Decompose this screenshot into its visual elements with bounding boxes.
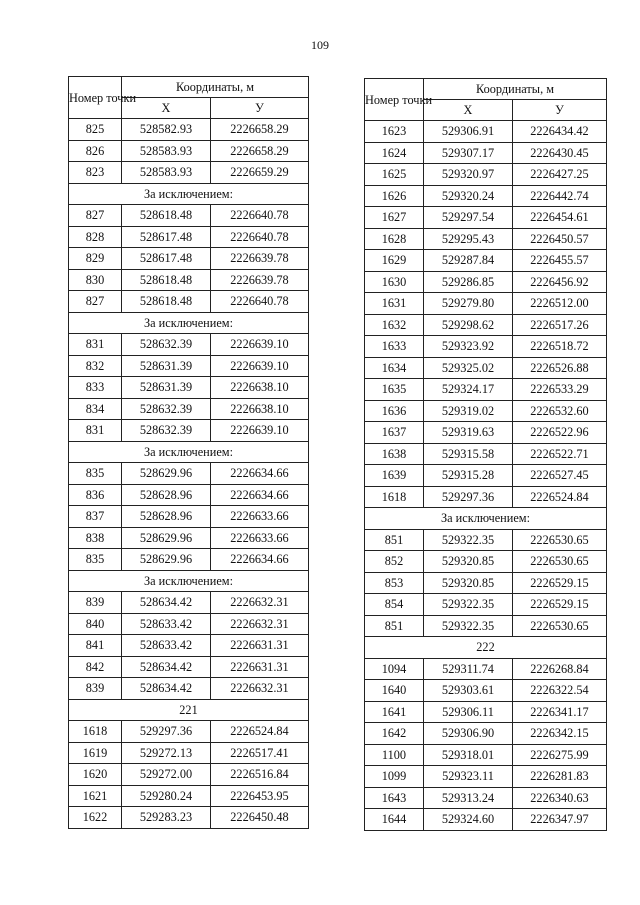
x-coordinate-cell: 529298.62 [424,314,513,336]
table-row [69,506,309,528]
x-coordinate-cell: 529283.23 [122,807,211,829]
table-row [69,592,309,614]
coordinates-table-left [68,76,309,829]
x-coordinate-cell: 529297.54 [424,207,513,229]
point-number-cell: 1622 [69,807,122,829]
header-x: Х [424,100,513,121]
y-coordinate-cell: 2226530.65 [513,551,607,573]
x-coordinate-cell: 529323.11 [424,766,513,788]
section-label: За исключением: [69,183,309,205]
coordinates-table-right [364,78,607,831]
y-coordinate-cell: 2226450.57 [513,228,607,250]
table-row [69,484,309,506]
y-coordinate-cell: 2226442.74 [513,185,607,207]
x-coordinate-cell: 528628.96 [122,484,211,506]
table-row [365,787,607,809]
header-coordinates: Координаты, м [424,79,607,100]
y-coordinate-cell: 2226638.10 [211,377,309,399]
table-row [365,443,607,465]
x-coordinate-cell: 528583.93 [122,140,211,162]
table-row [69,742,309,764]
y-coordinate-cell: 2226639.10 [211,355,309,377]
y-coordinate-cell: 2226659.29 [211,162,309,184]
section-label: За исключением: [69,312,309,334]
y-coordinate-cell: 2226434.42 [513,121,607,143]
table-row [69,140,309,162]
point-number-cell: 1623 [365,121,424,143]
table-row [69,656,309,678]
y-coordinate-cell: 2226638.10 [211,398,309,420]
x-coordinate-cell: 529295.43 [424,228,513,250]
x-coordinate-cell: 529272.13 [122,742,211,764]
table-row [69,635,309,657]
point-number-cell: 839 [69,592,122,614]
table-row [365,357,607,379]
x-coordinate-cell: 529323.92 [424,336,513,358]
x-coordinate-cell: 529297.36 [122,721,211,743]
y-coordinate-cell: 2226430.45 [513,142,607,164]
table-row [69,162,309,184]
y-coordinate-cell: 2226658.29 [211,140,309,162]
table-row [365,615,607,637]
y-coordinate-cell: 2226524.84 [211,721,309,743]
y-coordinate-cell: 2226631.31 [211,635,309,657]
y-coordinate-cell: 2226522.71 [513,443,607,465]
point-number-cell: 1640 [365,680,424,702]
x-coordinate-cell: 528617.48 [122,248,211,270]
x-coordinate-cell: 528618.48 [122,269,211,291]
point-number-cell: 1094 [365,658,424,680]
point-number-cell: 835 [69,463,122,485]
x-coordinate-cell: 528617.48 [122,226,211,248]
point-number-cell: 1635 [365,379,424,401]
section-label: За исключением: [69,570,309,592]
x-coordinate-cell: 528632.39 [122,398,211,420]
point-number-cell: 827 [69,205,122,227]
y-coordinate-cell: 2226453.95 [211,785,309,807]
y-coordinate-cell: 2226456.92 [513,271,607,293]
y-coordinate-cell: 2226427.25 [513,164,607,186]
point-number-cell: 1633 [365,336,424,358]
x-coordinate-cell: 529307.17 [424,142,513,164]
point-number-cell: 831 [69,334,122,356]
x-coordinate-cell: 528634.42 [122,592,211,614]
section-row [69,570,309,592]
point-number-cell: 838 [69,527,122,549]
y-coordinate-cell: 2226347.97 [513,809,607,831]
x-coordinate-cell: 529318.01 [424,744,513,766]
y-coordinate-cell: 2226522.96 [513,422,607,444]
table-row [365,809,607,831]
point-number-cell: 1618 [365,486,424,508]
y-coordinate-cell: 2226634.66 [211,484,309,506]
y-coordinate-cell: 2226633.66 [211,506,309,528]
point-number-cell: 1642 [365,723,424,745]
x-coordinate-cell: 529306.11 [424,701,513,723]
point-number-cell: 828 [69,226,122,248]
point-number-cell: 825 [69,119,122,141]
table-row [365,465,607,487]
y-coordinate-cell: 2226640.78 [211,205,309,227]
table-row [365,766,607,788]
x-coordinate-cell: 529287.84 [424,250,513,272]
point-number-cell: 1643 [365,787,424,809]
y-coordinate-cell: 2226524.84 [513,486,607,508]
section-row [69,699,309,721]
table-row [365,572,607,594]
y-coordinate-cell: 2226516.84 [211,764,309,786]
point-number-cell: 830 [69,269,122,291]
point-number-cell: 823 [69,162,122,184]
x-coordinate-cell: 529324.60 [424,809,513,831]
point-number-cell: 832 [69,355,122,377]
x-coordinate-cell: 529320.85 [424,551,513,573]
x-coordinate-cell: 528632.39 [122,420,211,442]
header-coordinates: Координаты, м [122,77,309,98]
table-row [69,721,309,743]
x-coordinate-cell: 528631.39 [122,377,211,399]
x-coordinate-cell: 529322.35 [424,594,513,616]
y-coordinate-cell: 2226634.66 [211,463,309,485]
point-number-cell: 1637 [365,422,424,444]
x-coordinate-cell: 529272.00 [122,764,211,786]
table-row [69,334,309,356]
table-row [69,119,309,141]
x-coordinate-cell: 529322.35 [424,529,513,551]
y-coordinate-cell: 2226517.26 [513,314,607,336]
table-row [365,529,607,551]
section-row [365,508,607,530]
table-row [69,549,309,571]
section-label: За исключением: [69,441,309,463]
y-coordinate-cell: 2226640.78 [211,291,309,313]
table-row [69,398,309,420]
y-coordinate-cell: 2226530.65 [513,529,607,551]
x-coordinate-cell: 529313.24 [424,787,513,809]
point-number-cell: 1627 [365,207,424,229]
table-row [365,336,607,358]
y-coordinate-cell: 2226658.29 [211,119,309,141]
page-number: 109 [311,38,329,52]
x-coordinate-cell: 529324.17 [424,379,513,401]
x-coordinate-cell: 529315.28 [424,465,513,487]
point-number-cell: 840 [69,613,122,635]
table-row [69,355,309,377]
table-row [365,293,607,315]
y-coordinate-cell: 2226341.17 [513,701,607,723]
point-number-cell: 1630 [365,271,424,293]
table-row [365,314,607,336]
point-number-cell: 833 [69,377,122,399]
x-coordinate-cell: 528629.96 [122,549,211,571]
y-coordinate-cell: 2226526.88 [513,357,607,379]
y-coordinate-cell: 2226640.78 [211,226,309,248]
y-coordinate-cell: 2226455.57 [513,250,607,272]
table-row [69,463,309,485]
y-coordinate-cell: 2226632.31 [211,613,309,635]
point-number-cell: 829 [69,248,122,270]
table-row [365,207,607,229]
y-coordinate-cell: 2226639.78 [211,248,309,270]
section-label: 221 [69,699,309,721]
table-row [365,379,607,401]
table-row [365,422,607,444]
table-row [69,785,309,807]
y-coordinate-cell: 2226518.72 [513,336,607,358]
table-row [69,420,309,442]
y-coordinate-cell: 2226529.15 [513,594,607,616]
table-row [69,269,309,291]
x-coordinate-cell: 529320.97 [424,164,513,186]
x-coordinate-cell: 528582.93 [122,119,211,141]
x-coordinate-cell: 529279.80 [424,293,513,315]
point-number-cell: 827 [69,291,122,313]
y-coordinate-cell: 2226281.83 [513,766,607,788]
point-number-cell: 1629 [365,250,424,272]
header-x: Х [122,98,211,119]
x-coordinate-cell: 529325.02 [424,357,513,379]
x-coordinate-cell: 529306.90 [424,723,513,745]
x-coordinate-cell: 529303.61 [424,680,513,702]
x-coordinate-cell: 528618.48 [122,205,211,227]
point-number-cell: 851 [365,615,424,637]
x-coordinate-cell: 528633.42 [122,635,211,657]
table-row [365,142,607,164]
table-row [69,807,309,829]
point-number-cell: 837 [69,506,122,528]
point-number-cell: 1619 [69,742,122,764]
table-row [365,185,607,207]
table-row [365,250,607,272]
y-coordinate-cell: 2226454.61 [513,207,607,229]
table-row [365,271,607,293]
x-coordinate-cell: 528628.96 [122,506,211,528]
table-row [365,701,607,723]
header-y: У [513,100,607,121]
table-row [365,744,607,766]
x-coordinate-cell: 528634.42 [122,656,211,678]
table-row [69,291,309,313]
y-coordinate-cell: 2226517.41 [211,742,309,764]
x-coordinate-cell: 529320.85 [424,572,513,594]
y-coordinate-cell: 2226533.29 [513,379,607,401]
x-coordinate-cell: 529322.35 [424,615,513,637]
y-coordinate-cell: 2226639.10 [211,334,309,356]
y-coordinate-cell: 2226639.78 [211,269,309,291]
y-coordinate-cell: 2226639.10 [211,420,309,442]
point-number-cell: 1620 [69,764,122,786]
x-coordinate-cell: 528634.42 [122,678,211,700]
table-row [365,486,607,508]
point-number-cell: 1628 [365,228,424,250]
point-number-cell: 1644 [365,809,424,831]
x-coordinate-cell: 528618.48 [122,291,211,313]
x-coordinate-cell: 529280.24 [122,785,211,807]
x-coordinate-cell: 528632.39 [122,334,211,356]
point-number-cell: 834 [69,398,122,420]
point-number-cell: 836 [69,484,122,506]
point-number-cell: 839 [69,678,122,700]
point-number-cell: 1621 [69,785,122,807]
table-row [69,613,309,635]
y-coordinate-cell: 2226532.60 [513,400,607,422]
table-row [365,164,607,186]
y-coordinate-cell: 2226268.84 [513,658,607,680]
x-coordinate-cell: 529286.85 [424,271,513,293]
point-number-cell: 1641 [365,701,424,723]
table-row [365,121,607,143]
table-row [365,594,607,616]
table-row [69,248,309,270]
y-coordinate-cell: 2226632.31 [211,678,309,700]
table-row [69,678,309,700]
table-row [365,551,607,573]
y-coordinate-cell: 2226530.65 [513,615,607,637]
header-y: У [211,98,309,119]
point-number-cell: 851 [365,529,424,551]
x-coordinate-cell: 529315.58 [424,443,513,465]
table-row [365,680,607,702]
point-number-cell: 1634 [365,357,424,379]
section-row [69,441,309,463]
table-row [365,400,607,422]
y-coordinate-cell: 2226633.66 [211,527,309,549]
y-coordinate-cell: 2226634.66 [211,549,309,571]
point-number-cell: 1099 [365,766,424,788]
x-coordinate-cell: 529311.74 [424,658,513,680]
section-row [69,183,309,205]
point-number-cell: 1636 [365,400,424,422]
point-number-cell: 1624 [365,142,424,164]
table-row [69,226,309,248]
point-number-cell: 1631 [365,293,424,315]
y-coordinate-cell: 2226275.99 [513,744,607,766]
point-number-cell: 1638 [365,443,424,465]
table-row [69,377,309,399]
point-number-cell: 1632 [365,314,424,336]
table-row [69,764,309,786]
y-coordinate-cell: 2226512.00 [513,293,607,315]
x-coordinate-cell: 528629.96 [122,527,211,549]
table-row [365,723,607,745]
y-coordinate-cell: 2226340.63 [513,787,607,809]
point-number-cell: 854 [365,594,424,616]
section-label: 222 [365,637,607,659]
table-row [69,527,309,549]
y-coordinate-cell: 2226529.15 [513,572,607,594]
table-row [365,658,607,680]
point-number-cell: 1625 [365,164,424,186]
section-label: За исключением: [365,508,607,530]
point-number-cell: 1626 [365,185,424,207]
section-row [69,312,309,334]
point-number-cell: 826 [69,140,122,162]
point-number-cell: 1639 [365,465,424,487]
y-coordinate-cell: 2226450.48 [211,807,309,829]
point-number-cell: 842 [69,656,122,678]
point-number-cell: 1618 [69,721,122,743]
y-coordinate-cell: 2226342.15 [513,723,607,745]
x-coordinate-cell: 529320.24 [424,185,513,207]
x-coordinate-cell: 528583.93 [122,162,211,184]
section-row [365,637,607,659]
x-coordinate-cell: 529306.91 [424,121,513,143]
y-coordinate-cell: 2226631.31 [211,656,309,678]
point-number-cell: 831 [69,420,122,442]
x-coordinate-cell: 529319.63 [424,422,513,444]
table-row [69,205,309,227]
x-coordinate-cell: 529319.02 [424,400,513,422]
x-coordinate-cell: 528629.96 [122,463,211,485]
point-number-cell: 841 [69,635,122,657]
header-point-number: Номер точки [69,77,122,119]
point-number-cell: 852 [365,551,424,573]
x-coordinate-cell: 528631.39 [122,355,211,377]
point-number-cell: 1100 [365,744,424,766]
table-row [365,228,607,250]
x-coordinate-cell: 529297.36 [424,486,513,508]
x-coordinate-cell: 528633.42 [122,613,211,635]
y-coordinate-cell: 2226527.45 [513,465,607,487]
y-coordinate-cell: 2226632.31 [211,592,309,614]
point-number-cell: 853 [365,572,424,594]
header-point-number: Номер точки [365,79,424,121]
point-number-cell: 835 [69,549,122,571]
y-coordinate-cell: 2226322.54 [513,680,607,702]
